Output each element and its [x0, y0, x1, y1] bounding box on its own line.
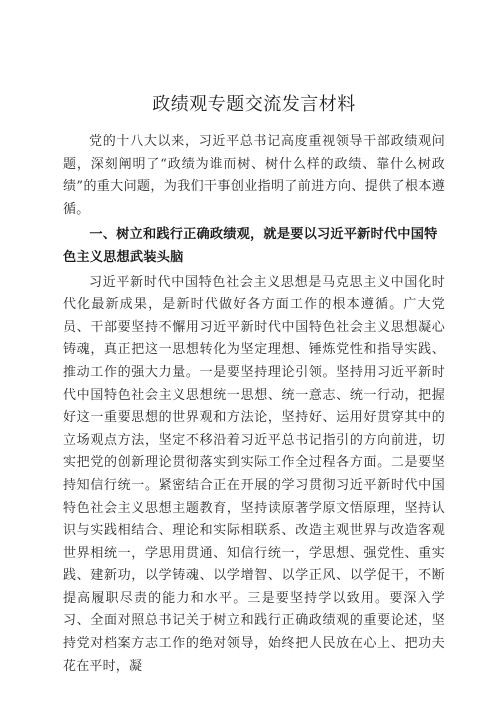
- section-body-paragraph: 习近平新时代中国特色社会主义思想是马克思主义中国化时代化最新成果，是新时代做好各方面工作的根本遵循。广大党员、干部要坚持不懈用习近平新时代中国特色社会主义思想凝心铸魂，真正把这一思想转化为坚定理想、锤炼党性和指导实践、推动工作的强大力量。一是要坚持理论引领。坚持用习近平新时代中国特色社会主义思想统一思想、统一意志、统一行动，把握好这一重要思想的世界观和方法论，坚持好、运用好贯穿其中的立场观点方法，坚定不移沿着习近平总书记指引的方向前进，切实把党的创新理论贯彻落实到实际工作全过程各方面。二是要坚持知信行统一。紧密结合正在开展的学习贯彻习近平新时代中国特色社会主义思想主题教育，坚持读原著学原文悟原理，坚持认识与实践相结合、理论和实际相联系、改造主观世界与改造客观世界相统一，学思用贯通、知信行统一，学思想、强党性、重实践、建新功，以学铸魂、以学增智、以学正风、以学促干，不断提高履职尽责的能力和水平。三是要坚持学以致用。要深入学习、全面对照总书记关于树立和践行正确政绩观的重要论述，坚持党对档案方志工作的绝对领导，始终把人民放在心上、把功夫花在平时，凝: [63, 274, 445, 674]
- document-title: 政绩观专题交流发言材料: [152, 94, 356, 115]
- section-heading: 一、树立和践行正确政绩观，就是要以习近平新时代中国特色主义思想武装头脑: [63, 227, 438, 265]
- intro-paragraph: 党的十八大以来，习近平总书记高度重视领导干部政绩观问题，深刻阐明了“政绩为谁而树、树什么样的政绩、靠什么树政绩”的重大问题，为我们干事创业指明了前进方向、提供了根本遵循。: [63, 134, 445, 217]
- document-content: [63, 93, 445, 678]
